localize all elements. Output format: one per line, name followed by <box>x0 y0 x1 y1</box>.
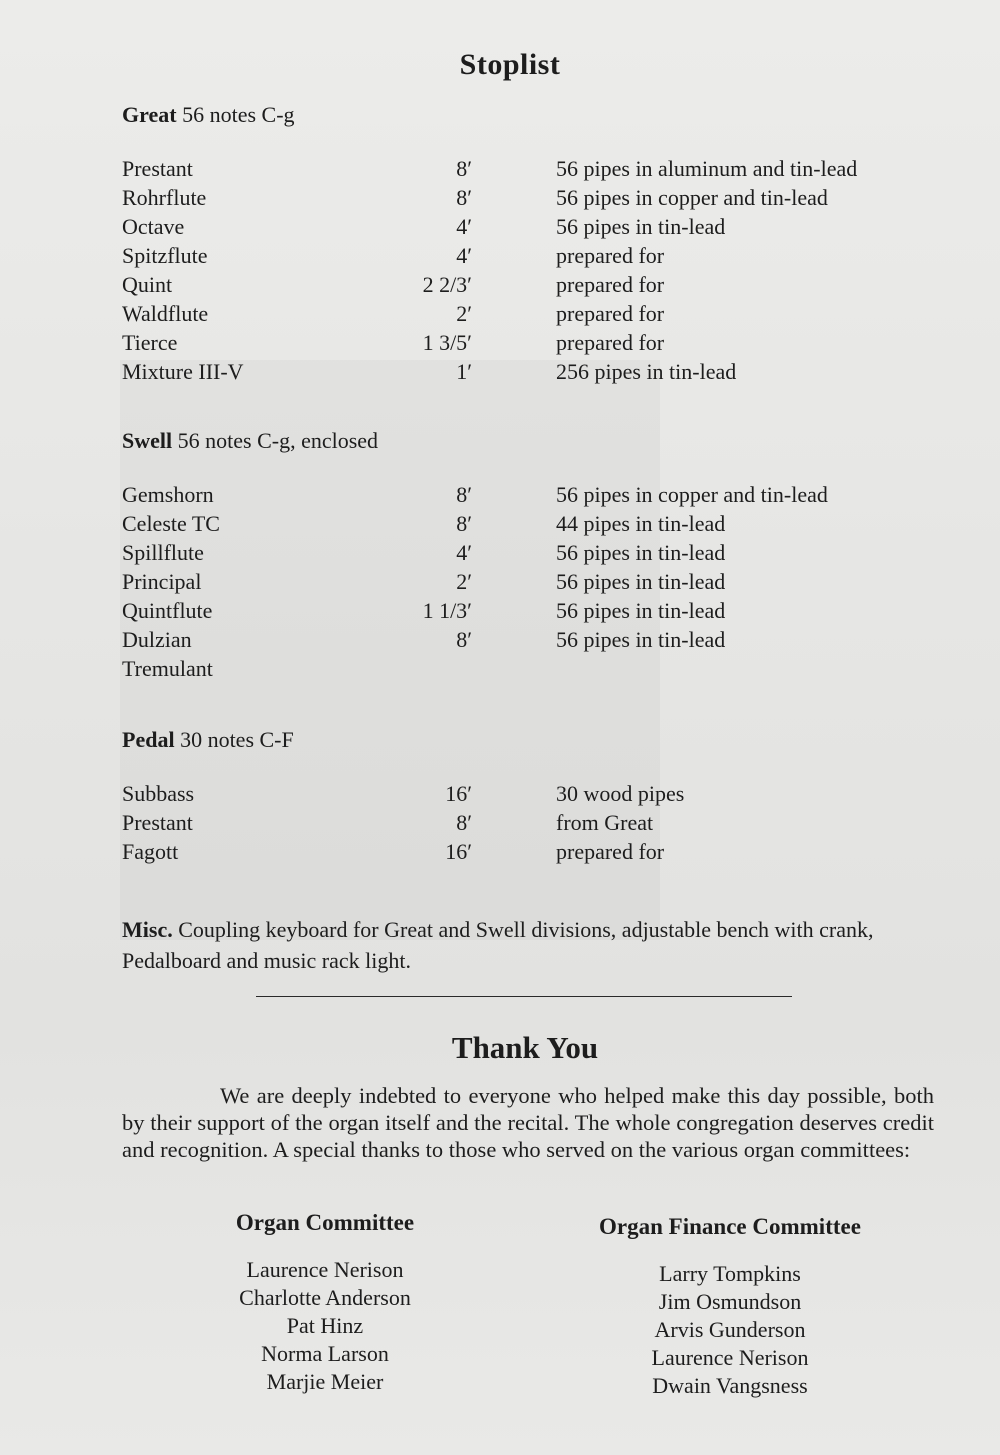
stop-note: prepared for <box>556 330 665 355</box>
page-title: Stoplist <box>459 48 561 81</box>
great-stop-row <box>122 183 942 212</box>
swell-stop-list <box>122 480 942 683</box>
stop-name: Quintflute <box>122 598 213 623</box>
stop-name: Prestant <box>122 810 193 835</box>
great-stop-list <box>122 154 942 386</box>
pedal-name: Pedal <box>122 727 175 752</box>
stop-note: 56 pipes in tin-lead <box>556 569 726 594</box>
stop-pitch: 4′ <box>456 214 472 239</box>
thanks-body: We are deeply indebted to everyone who helped make this day possible, both by their support of the organ itself and the recital. The whole congregation deserves credit and recognition. A special thanks to those who served on the various organ committees: <box>122 1083 934 1162</box>
finance-committee <box>560 1214 900 1400</box>
finance-committee-member: Larry Tompkins <box>659 1261 801 1286</box>
stop-pitch: 16′ <box>445 781 472 806</box>
stop-pitch: 8′ <box>456 627 472 652</box>
swell-name: Swell <box>122 428 173 453</box>
great-name: Great <box>122 102 177 127</box>
stop-pitch: 2 2/3′ <box>422 272 472 297</box>
stop-note: 30 wood pipes <box>556 781 685 806</box>
pedal-division <box>122 727 942 866</box>
stop-name: Subbass <box>122 781 195 806</box>
great-stop-row <box>122 328 942 357</box>
stop-note: 256 pipes in tin-lead <box>556 359 737 384</box>
misc-label: Misc. <box>122 917 173 942</box>
pedal-stop-row <box>122 779 942 808</box>
stop-note: 56 pipes in tin-lead <box>556 598 726 623</box>
stop-pitch: 2′ <box>456 301 472 326</box>
pedal-heading <box>122 727 942 753</box>
stop-pitch: 1′ <box>456 359 472 384</box>
stop-name: Prestant <box>122 156 193 181</box>
finance-committee-member: Arvis Gunderson <box>654 1317 806 1342</box>
stop-name: Mixture III-V <box>122 359 244 384</box>
stop-pitch: 4′ <box>456 243 472 268</box>
stop-name: Tierce <box>122 330 178 355</box>
organ-committee-member: Marjie Meier <box>266 1369 384 1394</box>
stop-name: Principal <box>122 569 202 594</box>
great-compass: 56 notes C-g <box>182 102 295 127</box>
stop-note: prepared for <box>556 839 665 864</box>
stop-name: Spillflute <box>122 540 204 565</box>
divider-rule <box>256 996 792 997</box>
stop-note: from Great <box>556 810 654 835</box>
great-stop-row <box>122 212 942 241</box>
swell-stop-row <box>122 538 942 567</box>
swell-stop-row <box>122 567 942 596</box>
finance-committee-member: Jim Osmundson <box>658 1289 802 1314</box>
stop-note: 56 pipes in copper and tin-lead <box>556 482 828 507</box>
stop-name: Fagott <box>122 839 179 864</box>
stop-note: prepared for <box>556 301 665 326</box>
organ-committee <box>200 1210 450 1396</box>
swell-stop-row <box>122 596 942 625</box>
stop-pitch: 8′ <box>456 511 472 536</box>
organ-committee-member: Norma Larson <box>261 1341 389 1366</box>
misc-text: Coupling keyboard for Great and Swell divisions, adjustable bench with crank, Pedalboard and music rack light. <box>122 917 874 973</box>
great-stop-row <box>122 357 942 386</box>
thanks-title: Thank You <box>451 1030 599 1065</box>
pedal-stop-row <box>122 808 942 837</box>
stop-pitch: 8′ <box>456 185 472 210</box>
organ-committee-member: Pat Hinz <box>286 1313 364 1338</box>
stop-name: Rohrflute <box>122 185 207 210</box>
stop-note: prepared for <box>556 272 665 297</box>
organ-committee-title: Organ Committee <box>235 1210 415 1235</box>
stop-name: Spitzflute <box>122 243 208 268</box>
finance-committee-title: Organ Finance Committee <box>599 1214 861 1239</box>
great-stop-row <box>122 154 942 183</box>
stop-pitch: 4′ <box>456 540 472 565</box>
stop-pitch: 8′ <box>456 156 472 181</box>
finance-committee-member: Laurence Nerison <box>651 1345 809 1370</box>
pedal-compass: 30 notes C-F <box>180 727 294 752</box>
stop-name: Quint <box>122 272 173 297</box>
great-stop-row <box>122 270 942 299</box>
swell-stop-row <box>122 480 942 509</box>
stop-pitch: 16′ <box>445 839 472 864</box>
swell-stop-row <box>122 509 942 538</box>
stop-pitch: 1 1/3′ <box>422 598 472 623</box>
stop-name: Gemshorn <box>122 482 214 507</box>
swell-stop-row <box>122 654 942 683</box>
stop-pitch: 1 3/5′ <box>422 330 472 355</box>
stop-name: Waldflute <box>122 301 209 326</box>
organ-committee-member: Charlotte Anderson <box>239 1285 411 1310</box>
swell-stop-row <box>122 625 942 654</box>
great-heading <box>122 102 942 128</box>
misc-paragraph <box>122 914 932 976</box>
stop-pitch: 8′ <box>456 482 472 507</box>
stop-note: 56 pipes in tin-lead <box>556 214 726 239</box>
swell-division <box>122 428 942 683</box>
pedal-stop-row <box>122 837 942 866</box>
swell-heading <box>122 428 942 454</box>
stop-name: Octave <box>122 214 185 239</box>
stop-pitch: 2′ <box>456 569 472 594</box>
pedal-stop-list <box>122 779 942 866</box>
stop-note: prepared for <box>556 243 665 268</box>
stop-note: 56 pipes in copper and tin-lead <box>556 185 828 210</box>
finance-committee-member: Dwain Vangsness <box>652 1373 808 1398</box>
organ-committee-member: Laurence Nerison <box>246 1257 404 1282</box>
stop-name: Celeste TC <box>122 511 220 536</box>
stop-note: 56 pipes in tin-lead <box>556 627 726 652</box>
great-stop-row <box>122 299 942 328</box>
stop-note: 56 pipes in tin-lead <box>556 540 726 565</box>
great-stop-row <box>122 241 942 270</box>
stop-note: 56 pipes in aluminum and tin-lead <box>556 156 858 181</box>
stop-pitch: 8′ <box>456 810 472 835</box>
great-division <box>122 102 942 386</box>
stop-name: Tremulant <box>122 656 213 681</box>
swell-compass: 56 notes C-g, enclosed <box>177 428 379 453</box>
stop-name: Dulzian <box>122 627 192 652</box>
stop-note: 44 pipes in tin-lead <box>556 511 726 536</box>
